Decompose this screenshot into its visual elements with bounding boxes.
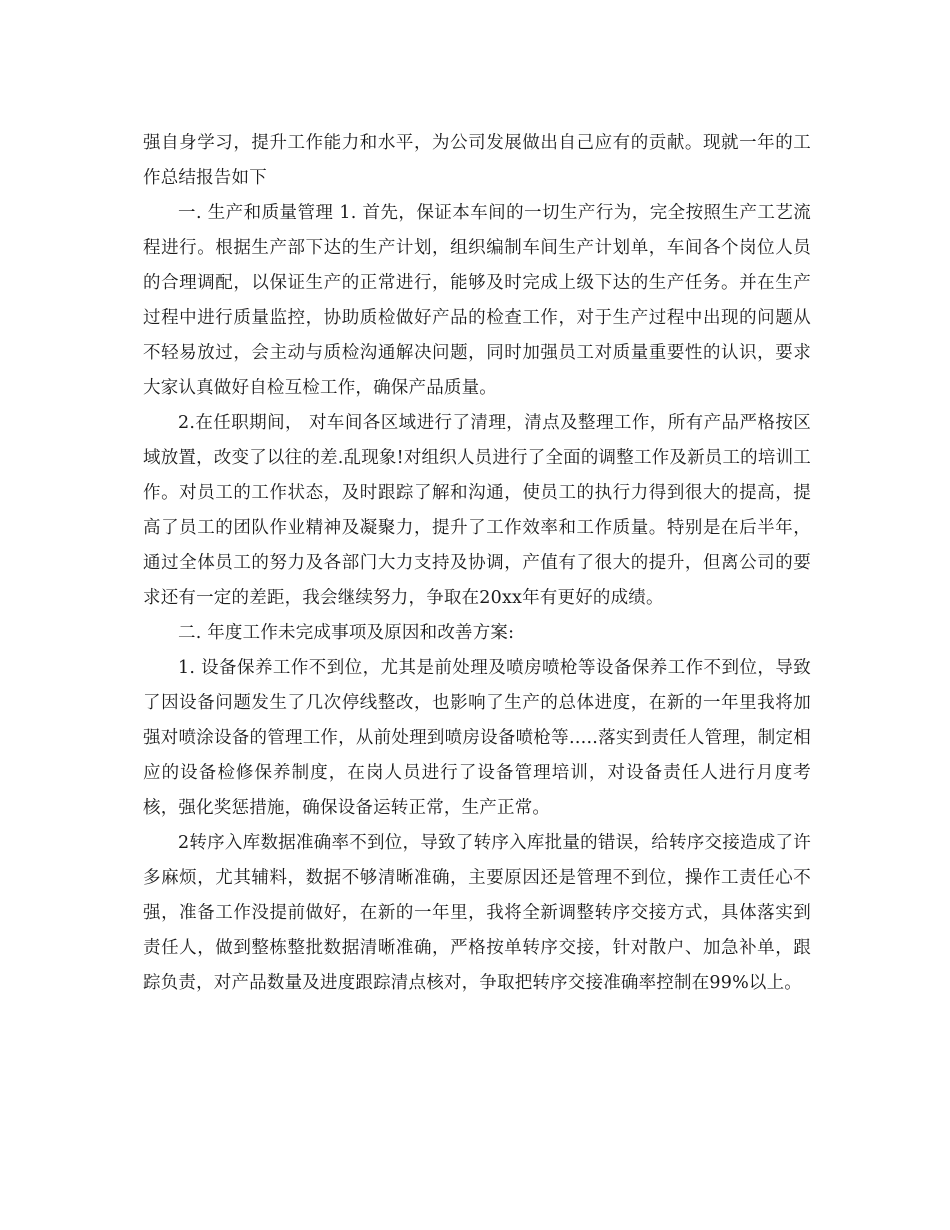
paragraph-equipment-maintenance: 1. 设备保养工作不到位，尤其是前处理及喷房喷枪等设备保养工作不到位，导致了因设备问题发生了几次停线整改，也影响了生产的总体进度，在新的一年里我将加强对喷涂设备的管理工作，从前处理到喷房设备喷枪等…..落实到责任人管理，制定相应的设备检修保养制度，在岗人员进行了设备管理培训，对设备责任人进行月度考核，强化奖惩措施，确保设备运转正常，生产正常。 (143, 658, 811, 818)
paragraph-transfer-accuracy: 2转序入库数据准确率不到位，导致了转序入库批量的错误，给转序交接造成了许多麻烦，尤其辅料，数据不够清晰准确，主要原因还是管理不到位，操作工责任心不强，准备工作没提前做好，在新的一年里，我将全新调整转序交接方式，具体落实到责任人，做到整栋整批数据清晰准确，严格按单转序交接，针对散户、加急补单，跟踪负责，对产品数量及进度跟踪清点核对，争取把转序交接准确率控制在99%以上。 (143, 833, 811, 993)
paragraph-intro: 强自身学习，提升工作能力和水平，为公司发展做出自己应有的贡献。现就一年的工作总结报告如下 (143, 133, 811, 188)
paragraph-section-two-heading: 二. 年度工作未完成事项及原因和改善方案: (178, 623, 515, 643)
paragraph-tenure-work: 2.在任职期间， 对车间各区域进行了清理，清点及整理工作，所有产品严格按区域放置，改变了以往的差.乱现象!对组织人员进行了全面的调整工作及新员工的培训工作。对员工的工作状态，及时跟踪了解和沟通，使员工的执行力得到很大的提高，提高了员工的团队作业精神及凝聚力，提升了工作效率和工作质量。特别是在后半年，通过全体员工的努力及各部门大力支持及协调，产值有了很大的提升，但离公司的要求还有一定的差距，我会继续努力，争取在20xx年有更好的成绩。 (143, 413, 811, 608)
document-body (143, 126, 811, 1001)
paragraph-production-quality: 一. 生产和质量管理 1. 首先，保证本车间的一切生产行为，完全按照生产工艺流程进行。根据生产部下达的生产计划，组织编制车间生产计划单，车间各个岗位人员的合理调配，以保证生产的正常进行，能够及时完成上级下达的生产任务。并在生产过程中进行质量监控，协助质检做好产品的检查工作，对于生产过程中出现的问题从不轻易放过，会主动与质检沟通解决问题，同时加强员工对质量重要性的认识，要求大家认真做好自检互检工作，确保产品质量。 (143, 203, 811, 398)
